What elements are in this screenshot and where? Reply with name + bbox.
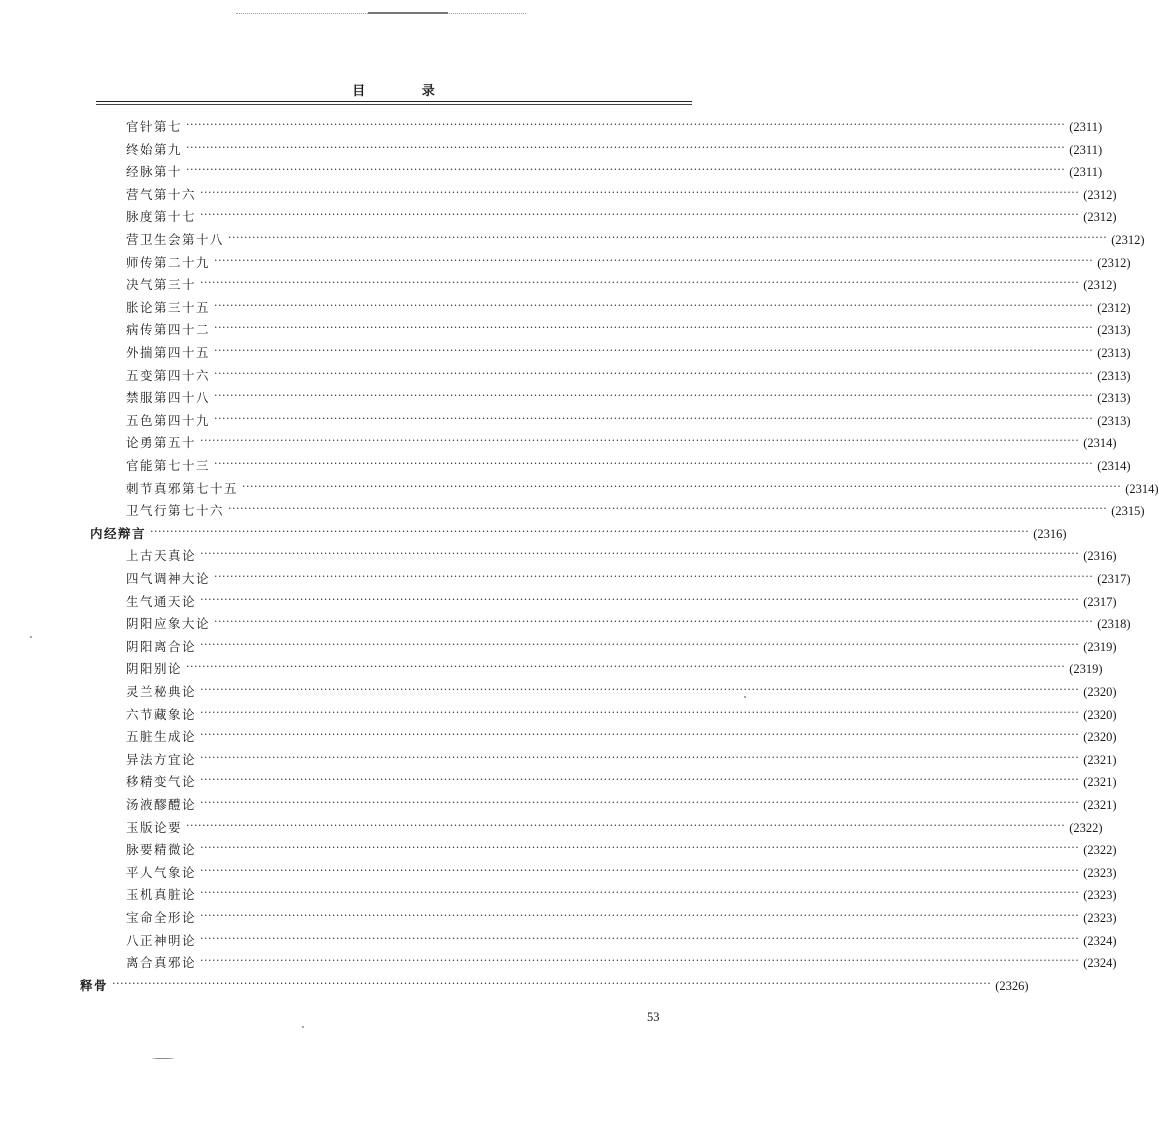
toc-entry xyxy=(126,139,1103,161)
toc-entry-title: 上古天真论 xyxy=(126,548,197,563)
toc-leader-dots: ···························································································································································································································· xyxy=(228,502,1108,515)
toc-entry-title: 外揣第四十五 xyxy=(126,345,211,360)
toc-leader-dots: ···························································································································································································································· xyxy=(200,706,1080,719)
toc-leader-dots: ···························································································································································································································· xyxy=(186,118,1066,131)
toc-entry xyxy=(126,636,1117,658)
toc-entry-page: (2321) xyxy=(1083,798,1117,812)
toc-leader-dots: ···························································································································································································································· xyxy=(200,954,1080,967)
toc-entry-page: (2324) xyxy=(1083,956,1117,970)
toc-entry xyxy=(126,229,1145,251)
toc-entry xyxy=(126,116,1103,138)
scan-artifact xyxy=(368,12,448,14)
toc-entry-title: 师传第二十九 xyxy=(126,255,211,270)
toc-entry-title: 五脏生成论 xyxy=(126,729,197,744)
toc-entry-page: (2314) xyxy=(1083,436,1117,450)
toc-entry-page: (2317) xyxy=(1097,572,1131,586)
toc-leader-dots: ···························································································································································································································· xyxy=(200,276,1080,289)
toc-entry-page: (2322) xyxy=(1083,843,1117,857)
toc-entry xyxy=(126,184,1117,206)
scan-speck xyxy=(302,1026,304,1028)
toc-entry-title: 阴阳离合论 xyxy=(126,639,197,654)
toc-entry-page: (2312) xyxy=(1083,278,1117,292)
toc-leader-dots: ···························································································································································································································· xyxy=(200,886,1080,899)
toc-entry-title: 汤液醪醴论 xyxy=(126,797,197,812)
toc-entry-page: (2323) xyxy=(1083,911,1117,925)
toc-entry xyxy=(126,500,1145,522)
toc-leader-dots: ···························································································································································································································· xyxy=(214,321,1094,334)
toc-entry-title: 八正神明论 xyxy=(126,933,197,948)
toc-leader-dots: ···························································································································································································································· xyxy=(200,593,1080,606)
toc-entry xyxy=(126,613,1131,635)
toc-leader-dots: ···························································································································································································································· xyxy=(150,525,1030,538)
toc-entry-title: 终始第九 xyxy=(126,142,183,157)
toc-entry xyxy=(126,839,1117,861)
toc-entry-title: 离合真邪论 xyxy=(126,955,197,970)
toc-leader-dots: ···························································································································································································································· xyxy=(200,208,1080,221)
toc-entry-page: (2316) xyxy=(1083,549,1117,563)
toc-entry xyxy=(126,319,1131,341)
toc-entry xyxy=(126,658,1103,680)
toc-entry xyxy=(126,342,1131,364)
scan-speck xyxy=(30,636,32,638)
toc-entry-page: (2314) xyxy=(1125,482,1159,496)
toc-leader-dots: ···························································································································································································································· xyxy=(214,615,1094,628)
toc-entry-page: (2312) xyxy=(1083,210,1117,224)
toc-entry-title: 四气调神大论 xyxy=(126,571,211,586)
toc-entry xyxy=(126,568,1131,590)
toc-entry xyxy=(126,749,1117,771)
toc-entry-page: (2315) xyxy=(1111,504,1145,518)
toc-leader-dots: ···························································································································································································································· xyxy=(200,728,1080,741)
toc-leader-dots: ···························································································································································································································· xyxy=(186,141,1066,154)
toc-leader-dots: ···························································································································································································································· xyxy=(200,773,1080,786)
toc-entry-page: (2323) xyxy=(1083,888,1117,902)
toc-entry xyxy=(80,975,1029,997)
toc-entry-page: (2319) xyxy=(1069,662,1103,676)
page-title: 目 录 xyxy=(352,84,461,99)
toc-entry xyxy=(126,297,1131,319)
toc-leader-dots: ···························································································································································································································· xyxy=(214,412,1094,425)
toc-entry-title: 阴阳应象大论 xyxy=(126,616,211,631)
toc-entry-title: 决气第三十 xyxy=(126,277,197,292)
toc-entry-title: 玉版论要 xyxy=(126,820,183,835)
toc-leader-dots: ···························································································································································································································· xyxy=(214,299,1094,312)
toc-entry-title: 生气通天论 xyxy=(126,594,197,609)
toc-entry-page: (2313) xyxy=(1097,391,1131,405)
toc-entry-title: 经脉第十 xyxy=(126,164,183,179)
toc-entry xyxy=(126,907,1117,929)
toc-leader-dots: ···························································································································································································································· xyxy=(200,909,1080,922)
toc-entry-title: 论勇第五十 xyxy=(126,435,197,450)
toc-entry xyxy=(126,591,1117,613)
toc-entry-page: (2320) xyxy=(1083,685,1117,699)
toc-entry xyxy=(126,387,1131,409)
toc-entry xyxy=(126,681,1117,703)
toc-leader-dots: ···························································································································································································································· xyxy=(200,864,1080,877)
toc-entry-page: (2313) xyxy=(1097,323,1131,337)
toc-entry-page: (2322) xyxy=(1069,821,1103,835)
toc-leader-dots: ···························································································································································································································· xyxy=(200,932,1080,945)
toc-entry xyxy=(126,365,1131,387)
toc-entry xyxy=(126,545,1117,567)
toc-leader-dots: ···························································································································································································································· xyxy=(200,434,1080,447)
toc-entry xyxy=(126,726,1117,748)
toc-entry-title: 释骨 xyxy=(80,978,109,993)
toc-leader-dots: ···························································································································································································································· xyxy=(186,819,1066,832)
toc-entry-page: (2313) xyxy=(1097,346,1131,360)
toc-entry-page: (2324) xyxy=(1083,934,1117,948)
toc-entry-title: 灵兰秘典论 xyxy=(126,684,197,699)
toc-leader-dots: ···························································································································································································································· xyxy=(214,389,1094,402)
toc-entry-page: (2321) xyxy=(1083,775,1117,789)
toc-entry-page: (2320) xyxy=(1083,730,1117,744)
toc-entry-page: (2316) xyxy=(1033,527,1067,541)
toc-entry-title: 宝命全形论 xyxy=(126,910,197,925)
toc-entry-title: 脉要精微论 xyxy=(126,842,197,857)
toc-entry-title: 胀论第三十五 xyxy=(126,300,211,315)
toc-leader-dots: ···························································································································································································································· xyxy=(200,841,1080,854)
toc-entry xyxy=(126,952,1117,974)
header-rule xyxy=(96,101,692,102)
toc-entry xyxy=(126,206,1117,228)
toc-entry-title: 禁服第四十八 xyxy=(126,390,211,405)
toc-entry-page: (2311) xyxy=(1069,120,1103,134)
toc-entry-title: 六节藏象论 xyxy=(126,707,197,722)
toc-entry-title: 平人气象论 xyxy=(126,865,197,880)
toc-entry-page: (2321) xyxy=(1083,753,1117,767)
toc-entry-page: (2314) xyxy=(1097,459,1131,473)
toc-entry-title: 卫气行第七十六 xyxy=(126,503,225,518)
toc-entry-page: (2318) xyxy=(1097,617,1131,631)
toc-entry xyxy=(126,884,1117,906)
toc-leader-dots: ···························································································································································································································· xyxy=(214,344,1094,357)
scan-speck xyxy=(744,696,746,698)
toc-leader-dots: ···························································································································································································································· xyxy=(214,457,1094,470)
toc-leader-dots: ···························································································································································································································· xyxy=(200,751,1080,764)
toc-entry-title: 玉机真脏论 xyxy=(126,887,197,902)
toc-leader-dots: ···························································································································································································································· xyxy=(200,186,1080,199)
toc-leader-dots: ···························································································································································································································· xyxy=(186,163,1066,176)
scan-speck xyxy=(152,1058,174,1059)
toc-leader-dots: ···························································································································································································································· xyxy=(214,367,1094,380)
toc-entry-page: (2313) xyxy=(1097,414,1131,428)
toc-entry xyxy=(90,523,1067,545)
toc-entry-page: (2312) xyxy=(1097,256,1131,270)
toc-leader-dots: ···························································································································································································································· xyxy=(228,231,1108,244)
toc-entry-page: (2326) xyxy=(995,979,1029,993)
toc-entry-title: 五变第四十六 xyxy=(126,368,211,383)
toc-entry-page: (2319) xyxy=(1083,640,1117,654)
toc-entry-page: (2323) xyxy=(1083,866,1117,880)
toc-entry-page: (2312) xyxy=(1083,188,1117,202)
toc-entry xyxy=(126,252,1131,274)
toc-leader-dots: ···························································································································································································································· xyxy=(200,683,1080,696)
toc-entry-page: (2311) xyxy=(1069,143,1103,157)
toc-leader-dots: ···························································································································································································································· xyxy=(200,547,1080,560)
toc-entry xyxy=(126,432,1117,454)
toc-entry-page: (2320) xyxy=(1083,708,1117,722)
toc-entry xyxy=(126,771,1117,793)
toc-entry xyxy=(126,455,1131,477)
header-rule-thin xyxy=(96,104,692,105)
toc-entry-title: 官针第七 xyxy=(126,119,183,134)
toc-leader-dots: ···························································································································································································································· xyxy=(214,570,1094,583)
toc-entry-title: 病传第四十二 xyxy=(126,322,211,337)
toc-entry-page: (2312) xyxy=(1111,233,1145,247)
page-number: 53 xyxy=(647,1010,660,1024)
toc-entry xyxy=(126,930,1117,952)
toc-entry-title: 五色第四十九 xyxy=(126,413,211,428)
toc-entry-title: 营卫生会第十八 xyxy=(126,232,225,247)
toc-entry-title: 内经辩言 xyxy=(90,526,147,541)
toc-entry-title: 刺节真邪第七十五 xyxy=(126,481,239,496)
toc-entry xyxy=(126,817,1103,839)
toc-entry-title: 营气第十六 xyxy=(126,187,197,202)
toc-leader-dots: ···························································································································································································································· xyxy=(242,480,1122,493)
toc-entry xyxy=(126,794,1117,816)
toc-entry xyxy=(126,410,1131,432)
toc-entry xyxy=(126,274,1117,296)
toc-entry-page: (2311) xyxy=(1069,165,1103,179)
toc-entry-title: 脉度第十七 xyxy=(126,209,197,224)
toc-entry xyxy=(126,161,1103,183)
toc-entry-title: 阴阳别论 xyxy=(126,661,183,676)
toc-leader-dots: ···························································································································································································································· xyxy=(186,660,1066,673)
toc-entry-title: 移精变气论 xyxy=(126,774,197,789)
toc-entry-page: (2313) xyxy=(1097,369,1131,383)
toc-leader-dots: ···························································································································································································································· xyxy=(214,254,1094,267)
toc-entry xyxy=(126,478,1159,500)
toc-entry-page: (2317) xyxy=(1083,595,1117,609)
toc-entry-title: 异法方宜论 xyxy=(126,752,197,767)
toc-entry-title: 官能第七十三 xyxy=(126,458,211,473)
toc-entry xyxy=(126,704,1117,726)
toc-entry xyxy=(126,862,1117,884)
toc-leader-dots: ···························································································································································································································· xyxy=(200,796,1080,809)
toc-leader-dots: ···························································································································································································································· xyxy=(112,977,992,990)
toc-leader-dots: ···························································································································································································································· xyxy=(200,638,1080,651)
toc-entry-page: (2312) xyxy=(1097,301,1131,315)
